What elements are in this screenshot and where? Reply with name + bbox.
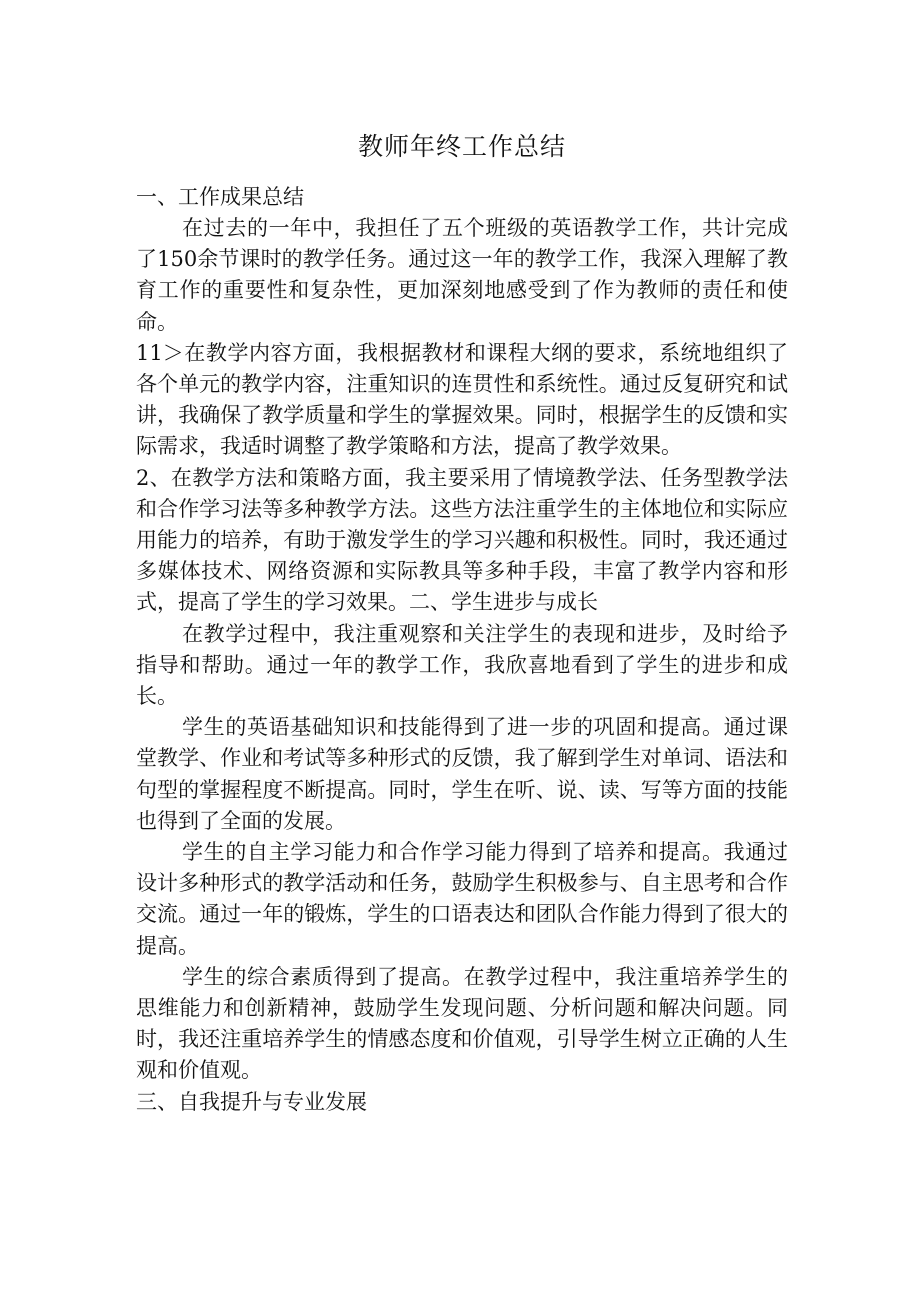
document-title: 教师年终工作总结 bbox=[357, 132, 566, 161]
paragraph-overview: 在过去的一年中，我担任了五个班级的英语教学工作，共计完成了150余节课时的教学任务。通过这一年的教学工作，我深入理解了教育工作的重要性和复杂性，更加深刻地感受到了作为教师的责任和使命。 bbox=[136, 216, 788, 334]
paragraph-comprehensive-quality: 学生的综合素质得到了提高。在教学过程中，我注重培养学生的思维能力和创新精神，鼓励学生发现问题、分析问题和解决问题。同时，我还注重培养学生的情感态度和价值观，引导学生树立正确的人生观和价值观。 bbox=[136, 964, 788, 1083]
paragraph-student-progress: 在教学过程中，我注重观察和关注学生的表现和进步，及时给予指导和帮助。通过一年的教学工作，我欣喜地看到了学生的进步和成长。 bbox=[136, 621, 788, 709]
paragraph-english-skills: 学生的英语基础知识和技能得到了进一步的巩固和提高。通过课堂教学、作业和考试等多种形式的反馈，我了解到学生对单词、语法和句型的掌握程度不断提高。同时，学生在听、说、读、写等方面的技能也得到了全面的发展。 bbox=[136, 715, 788, 833]
paragraph-teaching-methods: 2、在教学方法和策略方面，我主要采用了情境教学法、任务型教学法和合作学习法等多种教学方法。这些方法注重学生的主体地位和实际应用能力的培养，有助于激发学生的学习兴趣和积极性。同时，我还通过多媒体技术、网络资源和实际教具等多种手段，丰富了教学内容和形式，提高了学生的学习效果。二、学生进步与成长 bbox=[136, 465, 788, 615]
paragraph-autonomous-learning: 学生的自主学习能力和合作学习能力得到了培养和提高。我通过设计多种形式的教学活动和任务，鼓励学生积极参与、自主思考和合作交流。通过一年的锻炼，学生的口语表达和团队合作能力得到了很大的提高。 bbox=[136, 840, 788, 958]
paragraph-teaching-content: 11＞在教学内容方面，我根据教材和课程大纲的要求，系统地组织了各个单元的教学内容，注重知识的连贯性和系统性。通过反复研究和试讲，我确保了教学质量和学生的掌握效果。同时，根据学生的反馈和实际需求，我适时调整了教学策略和方法，提高了教学效果。 bbox=[136, 340, 788, 459]
section-heading-self-improvement: 三、自我提升与专业发展 bbox=[136, 1089, 367, 1114]
document-page bbox=[136, 124, 788, 1118]
section-heading-work-results: 一、工作成果总结 bbox=[136, 185, 304, 209]
